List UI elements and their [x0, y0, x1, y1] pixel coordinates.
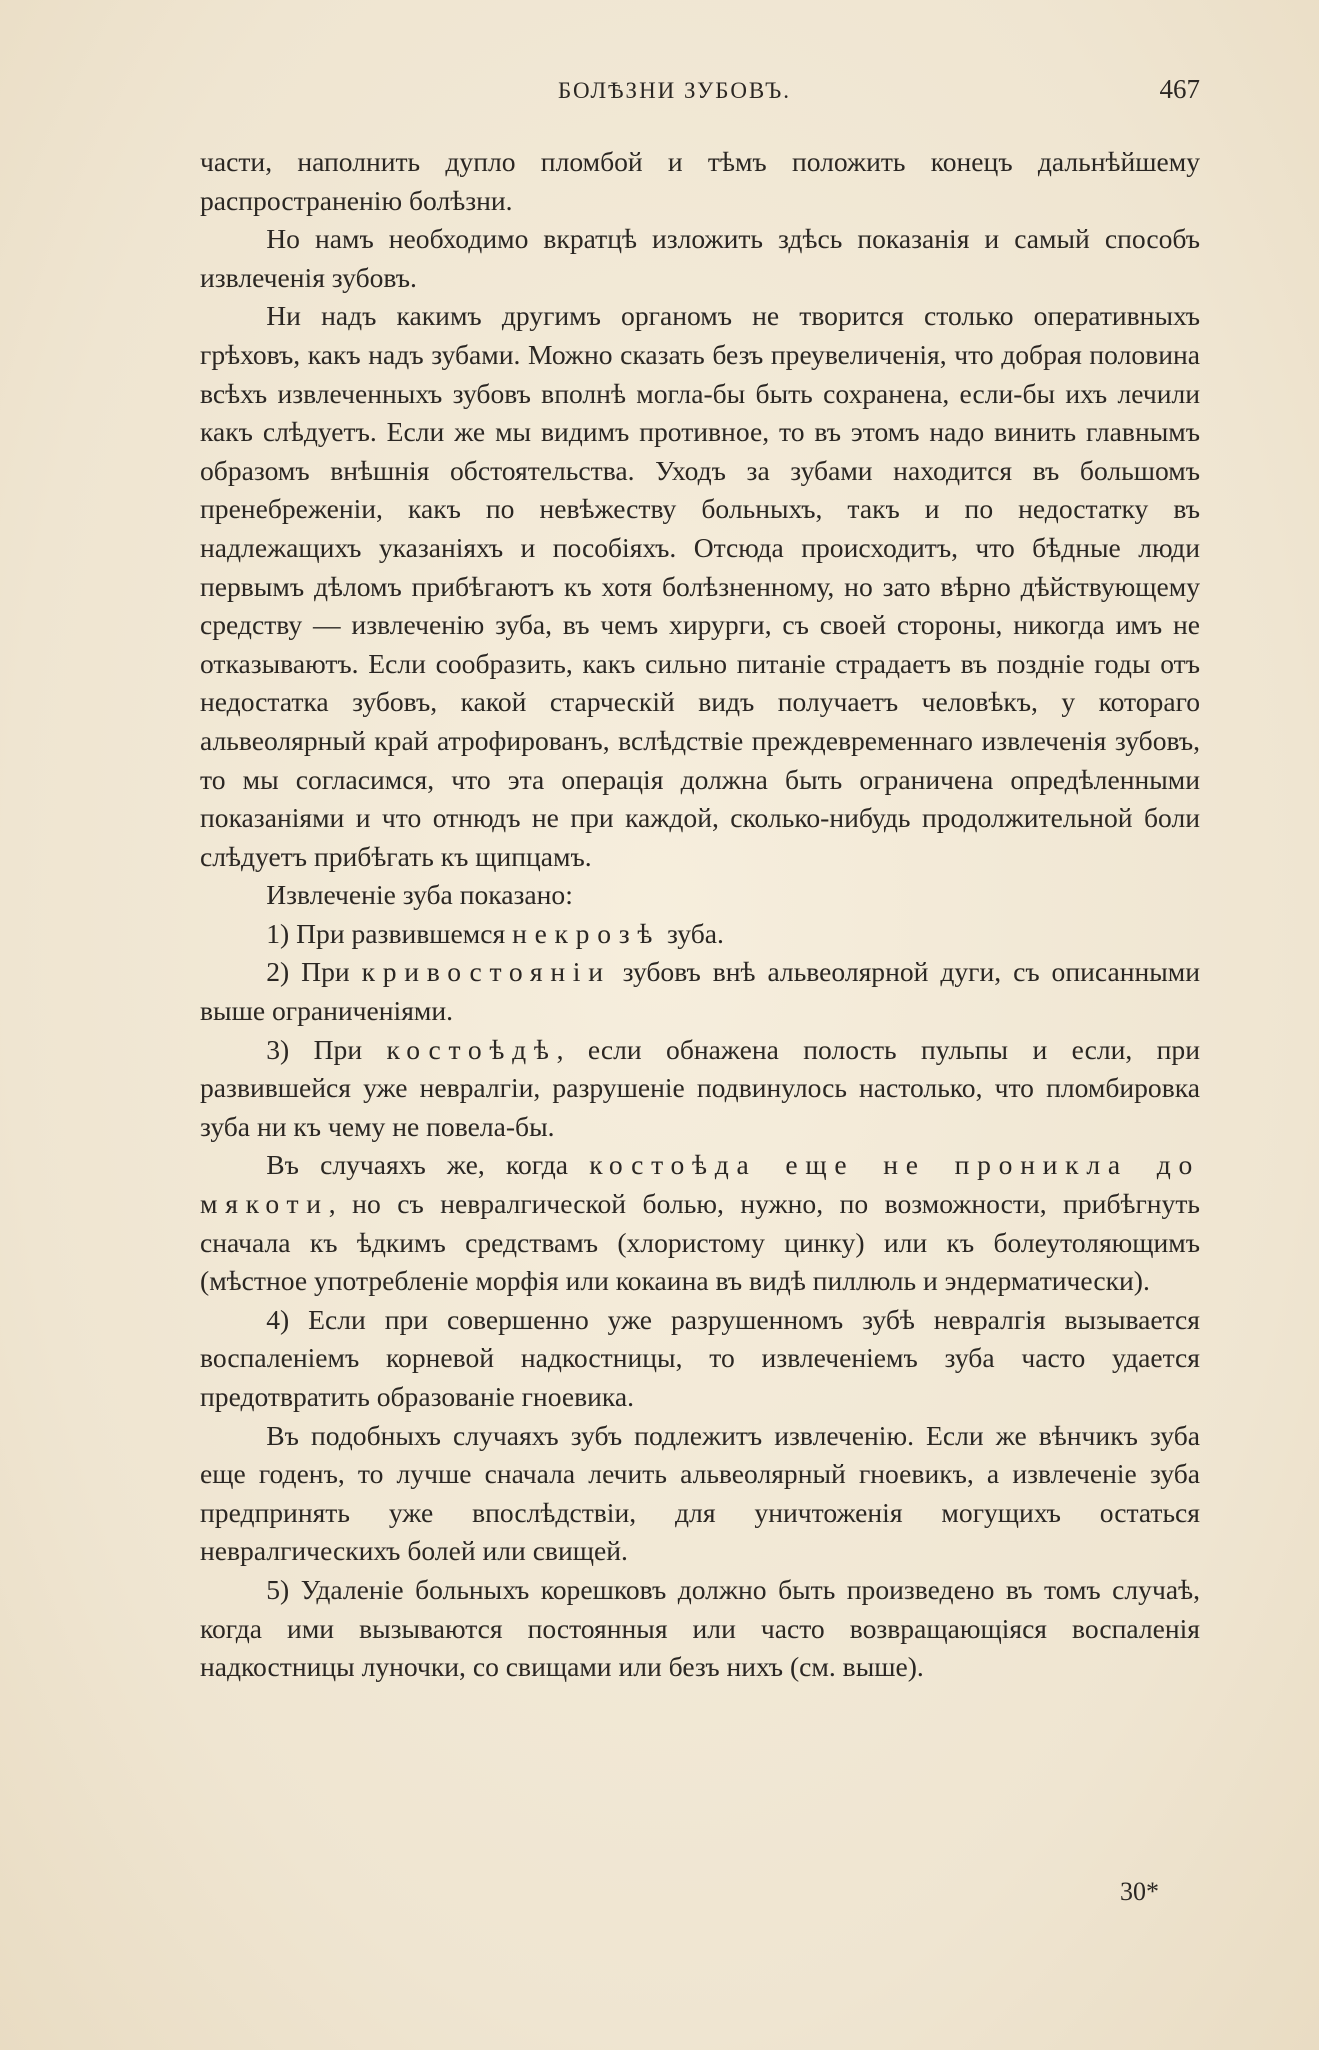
spaced-term: костоѣдѣ	[386, 1033, 557, 1065]
page-number: 467	[1159, 74, 1200, 104]
running-head: БОЛѢЗНИ ЗУБОВЪ.	[558, 78, 792, 103]
page-header	[200, 74, 1200, 118]
text-run: , но съ невралгической болью, нужно, по возможности, прибѣгнуть сначала къ ѣдкимъ средствамъ (хлористому цинку) или къ болеутоляющимъ (мѣстное употребленіе морфія или кокаина въ видѣ пиллюль и эндерматически).	[200, 1188, 1200, 1297]
signature-mark: 30*	[1120, 1877, 1159, 1906]
paragraph	[200, 297, 1200, 876]
paragraph	[200, 915, 1200, 954]
text-run: зубовъ внѣ альвеолярной дуги, съ описанными выше ограниченіями.	[200, 956, 1200, 1027]
text-run: 2) При	[266, 956, 362, 988]
paragraph	[200, 1301, 1200, 1417]
body-text	[200, 143, 1200, 1687]
text-run: 1) При развившемся	[266, 917, 513, 949]
text-run: 4) Если при совершенно уже разрушенномъ зубѣ невралгія вызывается воспаленіемъ корневой надкостницы, то извлеченіемъ зуба часто удается предотвратить образованіе гноевика.	[200, 1303, 1200, 1412]
paragraph	[200, 1571, 1200, 1687]
paragraph	[200, 220, 1200, 297]
text-run: 3) При	[266, 1033, 387, 1065]
text-run: , если обнажена полость пульпы и если, при развившейся уже невралгіи, разрушеніе подвинулось настолько, что пломбировка зуба ни къ чему не повела-бы.	[200, 1033, 1200, 1142]
spaced-term: костоѣда еще не проникла до мякоти	[200, 1149, 1200, 1220]
text-run: Но намъ необходимо вкратцѣ изложить здѣсь показанія и самый способъ извлеченія зубовъ.	[200, 223, 1200, 293]
paragraph	[200, 143, 1200, 220]
paragraph	[200, 1146, 1200, 1300]
text-run: Въ подобныхъ случаяхъ зубъ подлежитъ извлеченію. Если же вѣнчикъ зуба еще годенъ, то лучше сначала лечить альвеолярный гноевикъ, а извлеченіе зуба предпринять уже впослѣдствіи, для уничтоженія могущихъ остаться невралгическихъ болей или свищей.	[200, 1419, 1200, 1567]
spaced-term: кривостояніи	[361, 956, 611, 988]
paragraph	[200, 1417, 1200, 1571]
paragraph	[200, 876, 1200, 915]
paragraph	[200, 953, 1200, 1030]
spaced-term: некрозѣ	[512, 917, 661, 949]
text-run: 5) Удаленіе больныхъ корешковъ должно быть произведено въ томъ случаѣ, когда ими вызываются постоянныя или часто возвращающіяся воспаленія надкостницы луночки, со свищами или безъ нихъ (см. выше).	[200, 1573, 1200, 1683]
text-run: части, наполнить дупло пломбой и тѣмъ положить конецъ дальнѣйшему распространенію болѣзни.	[200, 146, 1200, 216]
paragraph	[200, 1031, 1200, 1147]
text-run: Извлеченіе зуба показано:	[266, 879, 573, 911]
text-run: зуба.	[660, 917, 724, 949]
text-run: Ни надъ какимъ другимъ органомъ не творится столько оперативныхъ грѣховъ, какъ надъ зубами. Можно сказать безъ преувеличенія, что добрая половина всѣхъ извлеченныхъ зубовъ вполнѣ могла-бы быть сохранена, если-бы ихъ лечили какъ слѣдуетъ. Если же мы видимъ противное, то въ этомъ надо винить главнымъ образомъ внѣшнія обстоятельства. Уходъ за зубами находится въ большомъ пренебреженіи, какъ по невѣжеству больныхъ, такъ и по недостатку въ надлежащихъ указаніяхъ и пособіяхъ. Отсюда происходитъ, что бѣдные люди первымъ дѣломъ прибѣгаютъ къ хотя болѣзненному, но зато вѣрно дѣйствующему средству — извлеченію зуба, въ чемъ хирурги, съ своей стороны, никогда имъ не отказываютъ. Если сообразить, какъ сильно питаніе страдаетъ въ поздніе годы отъ недостатка зубовъ, какой старческій видъ получаетъ человѣкъ, у котораго альвеолярный край атрофированъ, вслѣдствіе преждевременнаго извлеченія зубовъ, то мы согласимся, что эта операція должна быть ограничена опредѣленными показаніями и что отнюдъ не при каждой, сколько-нибудь продолжительной боли слѣдуетъ прибѣгать къ щипцамъ.	[200, 300, 1200, 872]
text-run: Въ случаяхъ же, когда	[266, 1149, 590, 1181]
